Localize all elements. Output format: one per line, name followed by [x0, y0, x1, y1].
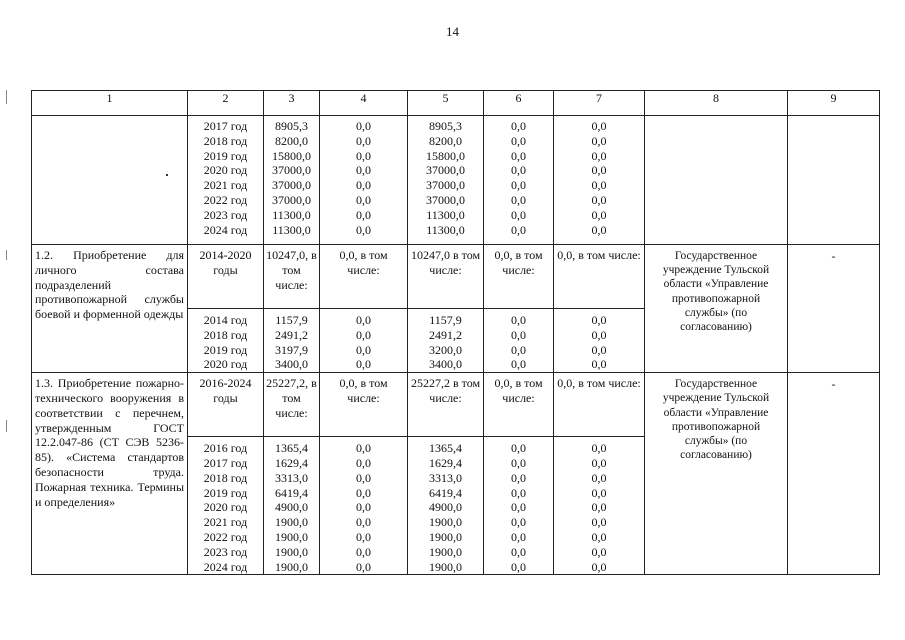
header-row — [32, 91, 880, 116]
col9-cell — [788, 116, 880, 245]
agency-cell — [645, 373, 788, 575]
value: 0,0 — [356, 357, 371, 372]
value: 11300,0 — [426, 222, 465, 237]
year-label: 2024 год — [203, 559, 248, 574]
funding-table — [31, 90, 880, 575]
total: 0,0, в том числе: — [484, 373, 553, 437]
table-row — [32, 373, 880, 575]
value: 0,0 — [356, 222, 371, 237]
period: 2014-2020 годы — [188, 245, 263, 309]
value: 3313,0 — [275, 470, 308, 485]
value: 3400,0 — [275, 357, 308, 372]
value: 0,0 — [591, 559, 607, 574]
value: 0,0 — [591, 192, 607, 207]
value: 0,0 — [511, 163, 526, 178]
col9-value: - — [831, 377, 836, 392]
margin-mark — [6, 250, 7, 260]
value: 6419,4 — [429, 485, 462, 500]
value: 8200,0 — [429, 133, 462, 148]
value: 1900,0 — [275, 544, 308, 559]
value: 0,0 — [511, 515, 526, 530]
total: 0,0, в том числе: — [320, 245, 407, 309]
value: 1629,4 — [429, 455, 462, 470]
col5-cell — [408, 373, 484, 575]
value: 0,0 — [591, 222, 607, 237]
col3-cell — [264, 116, 320, 245]
value: 0,0 — [511, 148, 526, 163]
value: 15800,0 — [272, 148, 311, 163]
value: 0,0 — [591, 119, 607, 133]
value: 8905,3 — [429, 119, 462, 133]
item-description: 1.3. Приобретение пожарно-технического вооружения в соответствии с перечнем, утвержденным ГОСТ 12.2.047-86 (СТ СЭВ 5236-85). «Система стандартов безопасности труда. Пожарная техника. Термины и определения» — [35, 376, 184, 509]
value: 0,0 — [591, 441, 607, 456]
header-cell: 9 — [788, 91, 880, 116]
col6-cell — [484, 245, 554, 373]
value: 0,0 — [511, 485, 526, 500]
year-label: 2018 год — [203, 470, 248, 485]
total: 0,0, в том числе: — [320, 373, 407, 437]
value: 0,0 — [356, 515, 371, 530]
margin-mark — [6, 420, 7, 432]
value: 0,0 — [591, 529, 607, 544]
value: 0,0 — [591, 313, 607, 327]
value: 0,0 — [511, 327, 526, 342]
total: 25227,2 в том числе: — [408, 373, 483, 437]
year-label: 2019 год — [203, 342, 248, 357]
value: 0,0 — [356, 500, 371, 515]
col9-cell — [788, 245, 880, 373]
value: 0,0 — [356, 441, 371, 456]
value: 0,0 — [356, 313, 371, 327]
value: 0,0 — [356, 529, 371, 544]
agency-cell — [645, 116, 788, 245]
value: 4900,0 — [275, 500, 308, 515]
value: 0,0 — [356, 544, 371, 559]
value: 3197,9 — [275, 342, 308, 357]
header-cell: 6 — [484, 91, 554, 116]
col4-cell — [320, 116, 408, 245]
value: 0,0 — [591, 342, 607, 357]
total: 0,0, в том числе: — [484, 245, 553, 309]
desc-cell — [32, 373, 188, 575]
value: 0,0 — [511, 207, 526, 222]
header-cell: 2 — [188, 91, 264, 116]
value: 3400,0 — [429, 357, 462, 372]
col5-cell — [408, 245, 484, 373]
value: 37000,0 — [272, 192, 311, 207]
value: 1157,9 — [429, 313, 462, 327]
value: 1900,0 — [429, 529, 462, 544]
value: 0,0 — [591, 500, 607, 515]
value: 11300,0 — [272, 207, 311, 222]
value: 0,0 — [591, 207, 607, 222]
desc-cell — [32, 116, 188, 245]
value: 0,0 — [356, 470, 371, 485]
value: 1157,9 — [275, 313, 308, 327]
value: 8200,0 — [275, 133, 308, 148]
col4-cell — [320, 245, 408, 373]
year-label: 2018 год — [203, 133, 248, 148]
col7-cell — [554, 245, 645, 373]
col4-cell — [320, 373, 408, 575]
value: 1629,4 — [275, 455, 308, 470]
value: 0,0 — [356, 207, 371, 222]
value: 0,0 — [356, 163, 371, 178]
value: 0,0 — [591, 357, 607, 372]
year-label: 2023 год — [203, 544, 248, 559]
value: 0,0 — [591, 544, 607, 559]
value: 0,0 — [511, 500, 526, 515]
value: 0,0 — [356, 327, 371, 342]
agency-text: Государственное учреждение Тульской области «Управление противопожарной службы» (по согласованию) — [662, 378, 770, 462]
year-label: 2022 год — [203, 192, 248, 207]
value: 1365,4 — [429, 441, 462, 456]
col6-cell — [484, 116, 554, 245]
year-label: 2019 год — [203, 148, 248, 163]
value: 0,0 — [591, 163, 607, 178]
value: 0,0 — [511, 559, 526, 574]
total: 10247,0, в том числе: — [264, 245, 319, 309]
header-cell: 3 — [264, 91, 320, 116]
header-cell: 1 — [32, 91, 188, 116]
year-label: 2016 год — [203, 441, 248, 456]
period: 2016-2024 годы — [188, 373, 263, 437]
col7-cell — [554, 373, 645, 575]
value: 0,0 — [591, 148, 607, 163]
year-label: 2018 год — [203, 327, 248, 342]
stray-dot — [166, 174, 168, 176]
value: 2491,2 — [275, 327, 308, 342]
value: 1900,0 — [429, 559, 462, 574]
value: 1900,0 — [429, 515, 462, 530]
value: 0,0 — [591, 133, 607, 148]
value: 1900,0 — [275, 529, 308, 544]
col9-cell — [788, 373, 880, 575]
item-description: 1.2. Приобретение для личного состава подразделений противопожарной службы боевой и форменной одежды — [35, 248, 184, 322]
col6-cell — [484, 373, 554, 575]
value: 0,0 — [356, 178, 371, 193]
total: 0,0, в том числе: — [554, 245, 644, 309]
year-label: 2020 год — [203, 163, 248, 178]
header-cell: 5 — [408, 91, 484, 116]
col7-cell — [554, 116, 645, 245]
value: 0,0 — [356, 455, 371, 470]
value: 11300,0 — [272, 222, 311, 237]
value: 11300,0 — [426, 207, 465, 222]
value: 0,0 — [511, 470, 526, 485]
year-label: 2021 год — [203, 178, 248, 193]
value: 37000,0 — [426, 192, 465, 207]
value: 0,0 — [356, 342, 371, 357]
value: 1900,0 — [275, 559, 308, 574]
total: 0,0, в том числе: — [554, 373, 644, 437]
value: 0,0 — [511, 192, 526, 207]
table-row — [32, 116, 880, 245]
page-number: 14 — [446, 24, 459, 39]
header-cell: 7 — [554, 91, 645, 116]
desc-cell — [32, 245, 188, 373]
value: 0,0 — [591, 485, 607, 500]
col5-cell — [408, 116, 484, 245]
header-cell: 4 — [320, 91, 408, 116]
value: 0,0 — [591, 515, 607, 530]
value: 0,0 — [356, 192, 371, 207]
value: 2491,2 — [429, 327, 462, 342]
value: 0,0 — [591, 470, 607, 485]
year-label: 2024 год — [203, 222, 248, 237]
year-label: 2017 год — [203, 119, 248, 133]
value: 0,0 — [511, 313, 526, 327]
value: 0,0 — [356, 133, 371, 148]
value: 1900,0 — [429, 544, 462, 559]
total: 10247,0 в том числе: — [408, 245, 483, 309]
value: 3313,0 — [429, 470, 462, 485]
year-label: 2014 год — [203, 313, 248, 327]
agency-cell — [645, 245, 788, 373]
value: 0,0 — [591, 178, 607, 193]
value: 8905,3 — [275, 119, 308, 133]
value: 0,0 — [356, 559, 371, 574]
year-label: 2020 год — [203, 357, 248, 372]
value: 0,0 — [511, 529, 526, 544]
value: 0,0 — [511, 133, 526, 148]
table-row — [32, 245, 880, 373]
year-label: 2022 год — [203, 529, 248, 544]
value: 37000,0 — [272, 163, 311, 178]
value: 0,0 — [511, 441, 526, 456]
value: 37000,0 — [426, 163, 465, 178]
value: 0,0 — [356, 148, 371, 163]
value: 1365,4 — [275, 441, 308, 456]
years-cell — [188, 245, 264, 373]
value: 4900,0 — [429, 500, 462, 515]
value: 0,0 — [511, 544, 526, 559]
value: 0,0 — [511, 222, 526, 237]
agency-text: Государственное учреждение Тульской области «Управление противопожарной службы» (по согласованию) — [662, 250, 770, 334]
col3-cell — [264, 245, 320, 373]
value: 0,0 — [356, 119, 371, 133]
value: 15800,0 — [426, 148, 465, 163]
total: 25227,2, в том числе: — [264, 373, 319, 437]
year-label: 2021 год — [203, 515, 248, 530]
value: 0,0 — [591, 455, 607, 470]
value: 6419,4 — [275, 485, 308, 500]
value: 0,0 — [511, 342, 526, 357]
header-cell: 8 — [645, 91, 788, 116]
year-label: 2023 год — [203, 207, 248, 222]
col3-cell — [264, 373, 320, 575]
value: 37000,0 — [272, 178, 311, 193]
value: 0,0 — [356, 485, 371, 500]
years-cell — [188, 373, 264, 575]
value: 0,0 — [511, 119, 526, 133]
value: 37000,0 — [426, 178, 465, 193]
year-label: 2019 год — [203, 485, 248, 500]
value: 0,0 — [511, 178, 526, 193]
margin-mark — [6, 90, 7, 104]
col9-value: - — [831, 249, 836, 263]
value: 0,0 — [591, 327, 607, 342]
value: 0,0 — [511, 455, 526, 470]
value: 1900,0 — [275, 515, 308, 530]
year-label: 2017 год — [203, 455, 248, 470]
value: 0,0 — [511, 357, 526, 372]
year-label: 2020 год — [203, 500, 248, 515]
value: 3200,0 — [429, 342, 462, 357]
years-cell — [188, 116, 264, 245]
